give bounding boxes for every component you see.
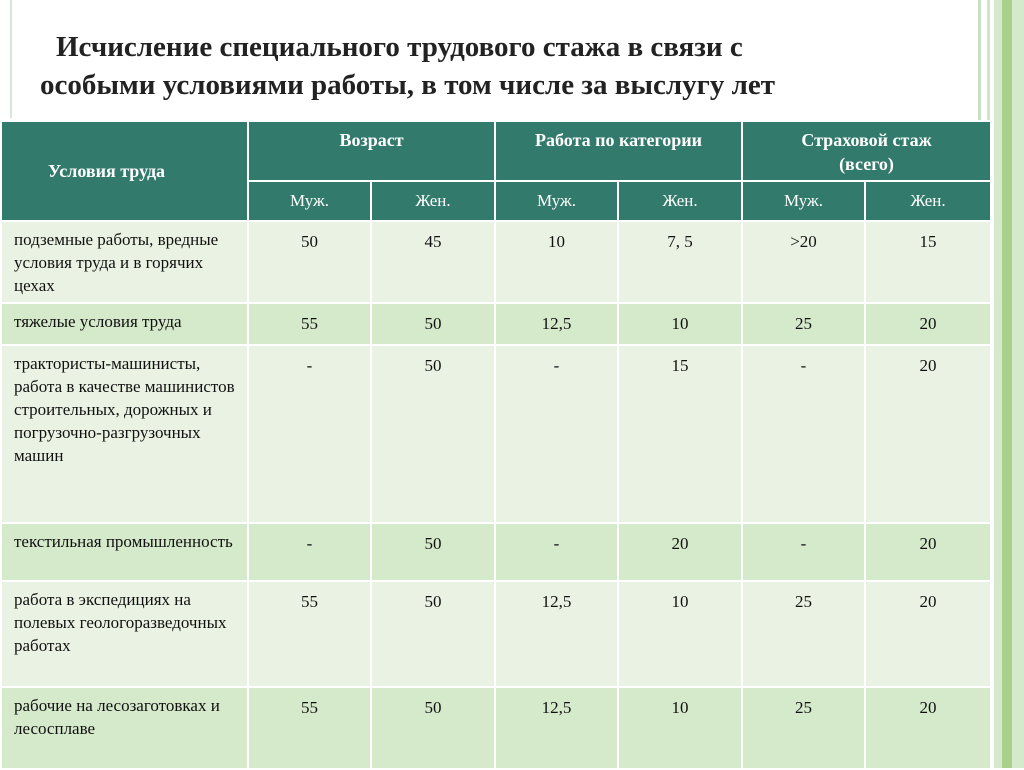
cell-insurance-female: 20 (865, 523, 991, 581)
header-insurance-line2: (всего) (839, 154, 894, 174)
row-condition: трактористы-машинисты, работа в качестве машинистов строительных, дорожных и погрузочно-разгрузочных машин (1, 345, 248, 523)
header-category-male: Муж. (495, 181, 618, 221)
header-age-female: Жен. (371, 181, 495, 221)
table-row (1, 581, 991, 687)
cell-age-male: 50 (248, 221, 371, 303)
cell-age-male: - (248, 523, 371, 581)
cell-insurance-female: 20 (865, 581, 991, 687)
cell-age-female: 50 (371, 581, 495, 687)
title-line-2: особыми условиями работы, в том числе за выслугу лет (40, 69, 775, 101)
cell-category-male: 12,5 (495, 581, 618, 687)
cell-insurance-male: - (742, 523, 865, 581)
header-insurance-male: Муж. (742, 181, 865, 221)
header-insurance (742, 121, 991, 181)
cell-category-male: 12,5 (495, 687, 618, 769)
cell-age-male: - (248, 345, 371, 523)
cell-insurance-female: 20 (865, 345, 991, 523)
cell-age-female: 50 (371, 345, 495, 523)
cell-category-female: 15 (618, 345, 742, 523)
header-age-male: Муж. (248, 181, 371, 221)
cell-category-female: 7, 5 (618, 221, 742, 303)
row-condition: текстильная промышленность (1, 523, 248, 581)
row-condition: тяжелые условия труда (1, 303, 248, 345)
cell-insurance-male: 25 (742, 687, 865, 769)
cell-category-female: 20 (618, 523, 742, 581)
cell-age-male: 55 (248, 581, 371, 687)
cell-age-female: 45 (371, 221, 495, 303)
cell-category-female: 10 (618, 303, 742, 345)
title-line-1: Исчисление специального трудового стажа в связи с (56, 31, 743, 63)
cell-insurance-female: 15 (865, 221, 991, 303)
header-category-female: Жен. (618, 181, 742, 221)
cell-category-female: 10 (618, 581, 742, 687)
cell-category-male: - (495, 523, 618, 581)
cell-category-male: 10 (495, 221, 618, 303)
header-insurance-female: Жен. (865, 181, 991, 221)
cell-age-female: 50 (371, 523, 495, 581)
header-category: Работа по категории (495, 121, 742, 181)
header-insurance-line1: Страховой стаж (801, 130, 932, 150)
cell-insurance-female: 20 (865, 687, 991, 769)
seniority-table (0, 120, 992, 770)
table-row (1, 345, 991, 523)
cell-age-male: 55 (248, 687, 371, 769)
cell-category-female: 10 (618, 687, 742, 769)
cell-insurance-male: 25 (742, 581, 865, 687)
row-condition: подземные работы, вредные условия труда и в горячих цехах (1, 221, 248, 303)
row-condition: работа в экспедициях на полевых геологоразведочных работах (1, 581, 248, 687)
header-age: Возраст (248, 121, 495, 181)
cell-category-male: - (495, 345, 618, 523)
cell-insurance-male: - (742, 345, 865, 523)
table-row (1, 221, 991, 303)
cell-insurance-male: >20 (742, 221, 865, 303)
cell-insurance-female: 20 (865, 303, 991, 345)
cell-age-female: 50 (371, 303, 495, 345)
header-conditions: Условия труда (1, 121, 248, 221)
cell-age-female: 50 (371, 687, 495, 769)
table-row (1, 523, 991, 581)
cell-category-male: 12,5 (495, 303, 618, 345)
table-row (1, 687, 991, 769)
row-condition: рабочие на лесозаготовках и лесосплаве (1, 687, 248, 769)
slide-title (0, 28, 990, 104)
cell-insurance-male: 25 (742, 303, 865, 345)
table-row (1, 303, 991, 345)
cell-age-male: 55 (248, 303, 371, 345)
